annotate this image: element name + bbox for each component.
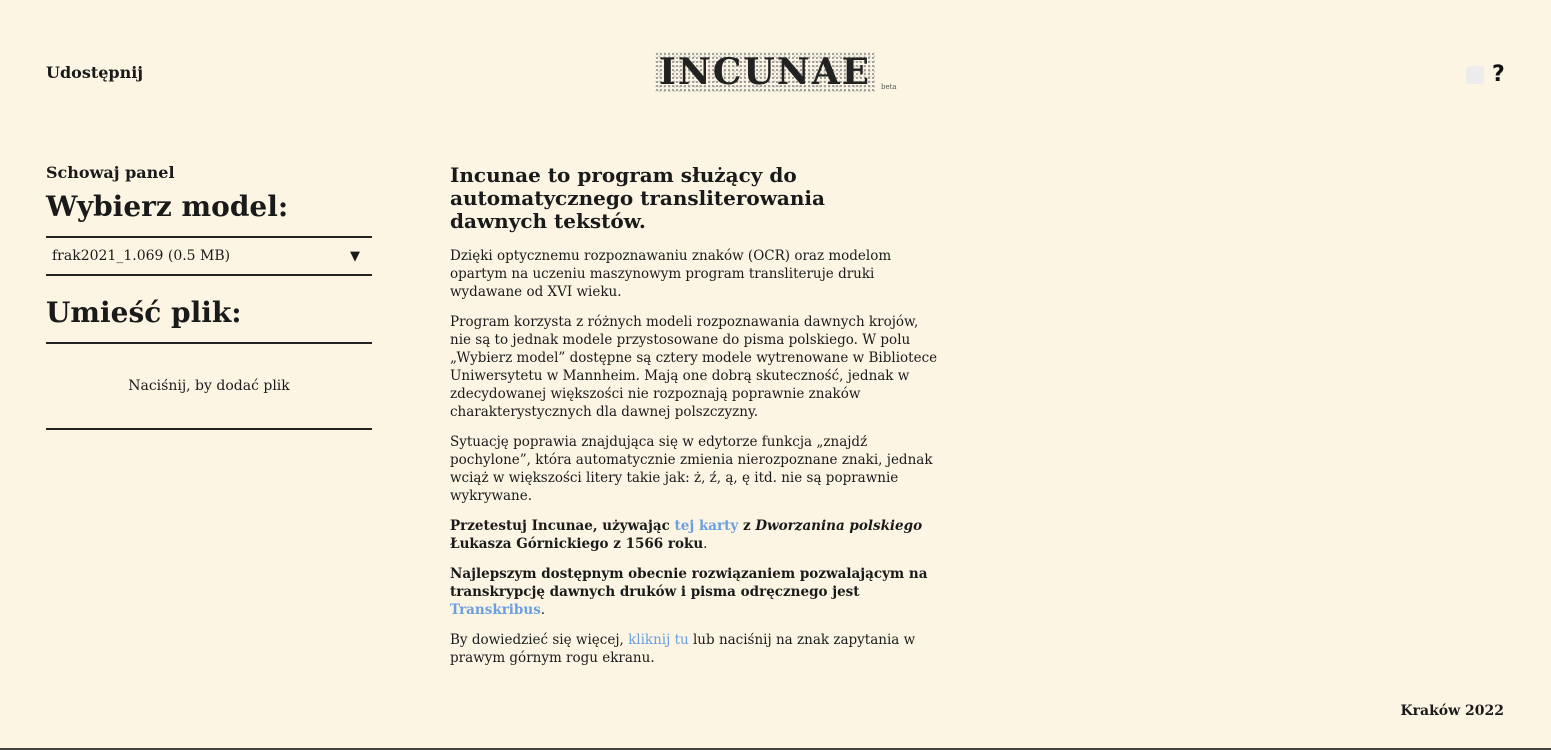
p6-text-before: By dowiedzieć się więcej, [450, 632, 629, 648]
model-select[interactable] [46, 236, 372, 276]
dropdown-arrow-icon: ▼ [350, 248, 360, 264]
intro-heading: Incunae to program służący do automatycznego transliterowania dawnych tekstów. [450, 163, 825, 233]
intro-content [450, 164, 940, 679]
intro-paragraph-6 [450, 631, 940, 667]
intro-paragraph-5 [450, 565, 940, 619]
learn-more-link[interactable]: kliknij tu [628, 632, 689, 648]
beta-badge: beta [881, 83, 897, 91]
footer-place-year: Kraków 2022 [1400, 703, 1504, 719]
intro-paragraph-4 [450, 517, 940, 553]
intro-paragraph-1: Dzięki optycznemu rozpoznawaniu znaków (OCR) oraz modelom opartym na uczeniu maszynowym program transliteruje druki wydawane od XVI wieku. [450, 248, 892, 300]
transkribus-link[interactable]: Transkribus [450, 602, 541, 618]
intro-paragraph-2: Program korzysta z różnych modeli rozpoznawania dawnych krojów, nie są to jednak modele przystosowane do pisma polskiego. W polu „Wybierz model” dostępne są cztery modele wytrenowane w Bibliotece Uniwersytetu w Mannheim. Mają one dobrą skuteczność, jednak w zdecydowanej większości nie rozpoznają poprawnie znaków charakterystycznych dla dawnej polszczyzny. [450, 314, 938, 420]
p6-text-after: lub naciśnij na znak zapytania w prawym górnym rogu ekranu. [450, 632, 916, 666]
p4-text-after: Łukasza Górnickiego z 1566 roku [450, 536, 704, 552]
book-title: Dworzanina polskiego [755, 518, 923, 534]
logo-wordmark: INCUNAE [655, 52, 875, 92]
p5-text: Najlepszym dostępnym obecnie rozwiązaniem pozwalającym na transkrypcję dawnych druków i pisma odręcznego jest [450, 566, 928, 600]
p4-text-before: Przetestuj Incunae, używając [450, 518, 675, 534]
model-heading: Wybierz model: [46, 190, 289, 223]
p4-text-end: . [703, 536, 708, 552]
upload-heading: Umieść plik: [46, 296, 242, 329]
upload-prompt: Naciśnij, by dodać plik [128, 378, 290, 394]
side-panel [46, 163, 372, 430]
file-dropzone[interactable] [46, 342, 372, 430]
app-logo [655, 51, 897, 93]
share-button[interactable]: Udostępnij [46, 63, 144, 82]
theme-toggle[interactable] [1466, 66, 1484, 84]
model-selected-value: frak2021_1.069 (0.5 MB) [52, 248, 231, 264]
intro-paragraph-3: Sytuację poprawia znajdująca się w edytorze funkcja „znajdź pochylone”, która automatycznie zmienia nierozpoznane znaki, jednak wciąż w większości litery takie jak: ż, ź, ą, ę itd. nie są poprawnie wykrywane. [450, 434, 933, 504]
help-area [1466, 62, 1505, 87]
p5-text-end: . [540, 602, 546, 618]
help-icon[interactable]: ? [1492, 62, 1505, 87]
hide-panel-button[interactable]: Schowaj panel [46, 163, 175, 182]
test-card-link[interactable]: tej karty [674, 518, 739, 534]
p4-text-mid: z [738, 518, 756, 534]
